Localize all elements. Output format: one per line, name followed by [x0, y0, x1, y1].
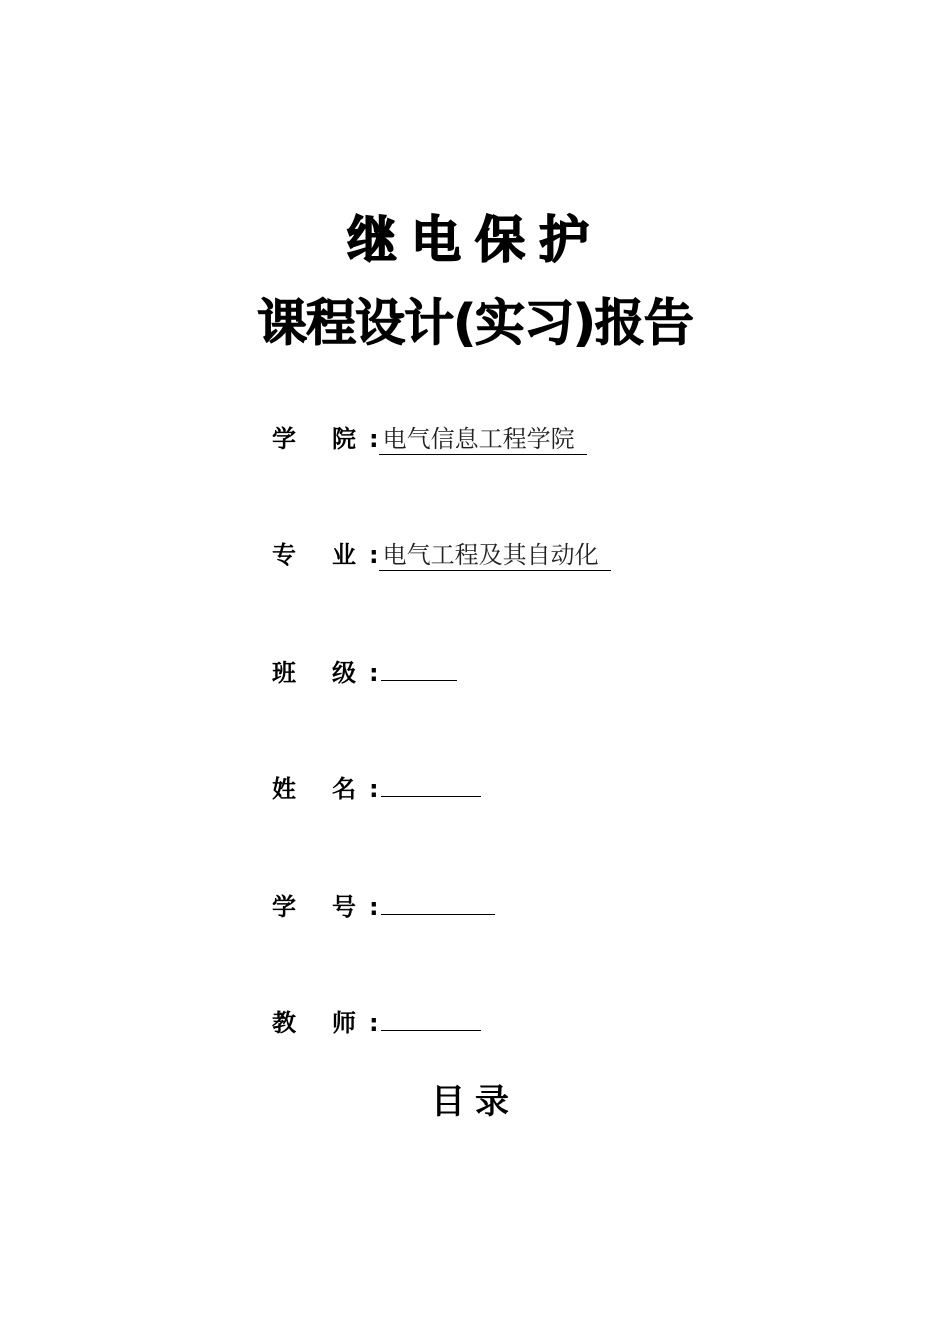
field-value-major: 电气工程及其自动化 [379, 540, 611, 571]
field-value-college: 电气信息工程学院 [379, 424, 587, 455]
field-label: 专 业 [272, 541, 356, 569]
field-label: 教 师 [272, 1009, 356, 1037]
field-blank-name [381, 774, 481, 797]
field-blank-student-id [381, 892, 495, 915]
field-major: 专 业 : 电气工程及其自动化 [272, 538, 611, 572]
field-label: 班 级 [272, 659, 356, 687]
field-label: 学 院 [272, 425, 356, 453]
field-name: 姓 名 : [272, 772, 481, 806]
field-blank-teacher [381, 1008, 481, 1031]
field-college: 学 院 : 电气信息工程学院 [272, 422, 587, 456]
cover-title-subject: 继电保护 [347, 210, 603, 269]
field-label: 学 号 [272, 893, 356, 921]
toc-heading: 目录 [431, 1082, 519, 1122]
field-label: 姓 名 [272, 775, 356, 803]
field-class: 班 级 : [272, 656, 457, 690]
field-teacher: 教 师 : [272, 1006, 481, 1040]
field-student-id: 学 号 : [272, 890, 495, 924]
field-blank-class [381, 658, 457, 681]
cover-title-report: 课程设计(实习)报告 [257, 294, 693, 352]
